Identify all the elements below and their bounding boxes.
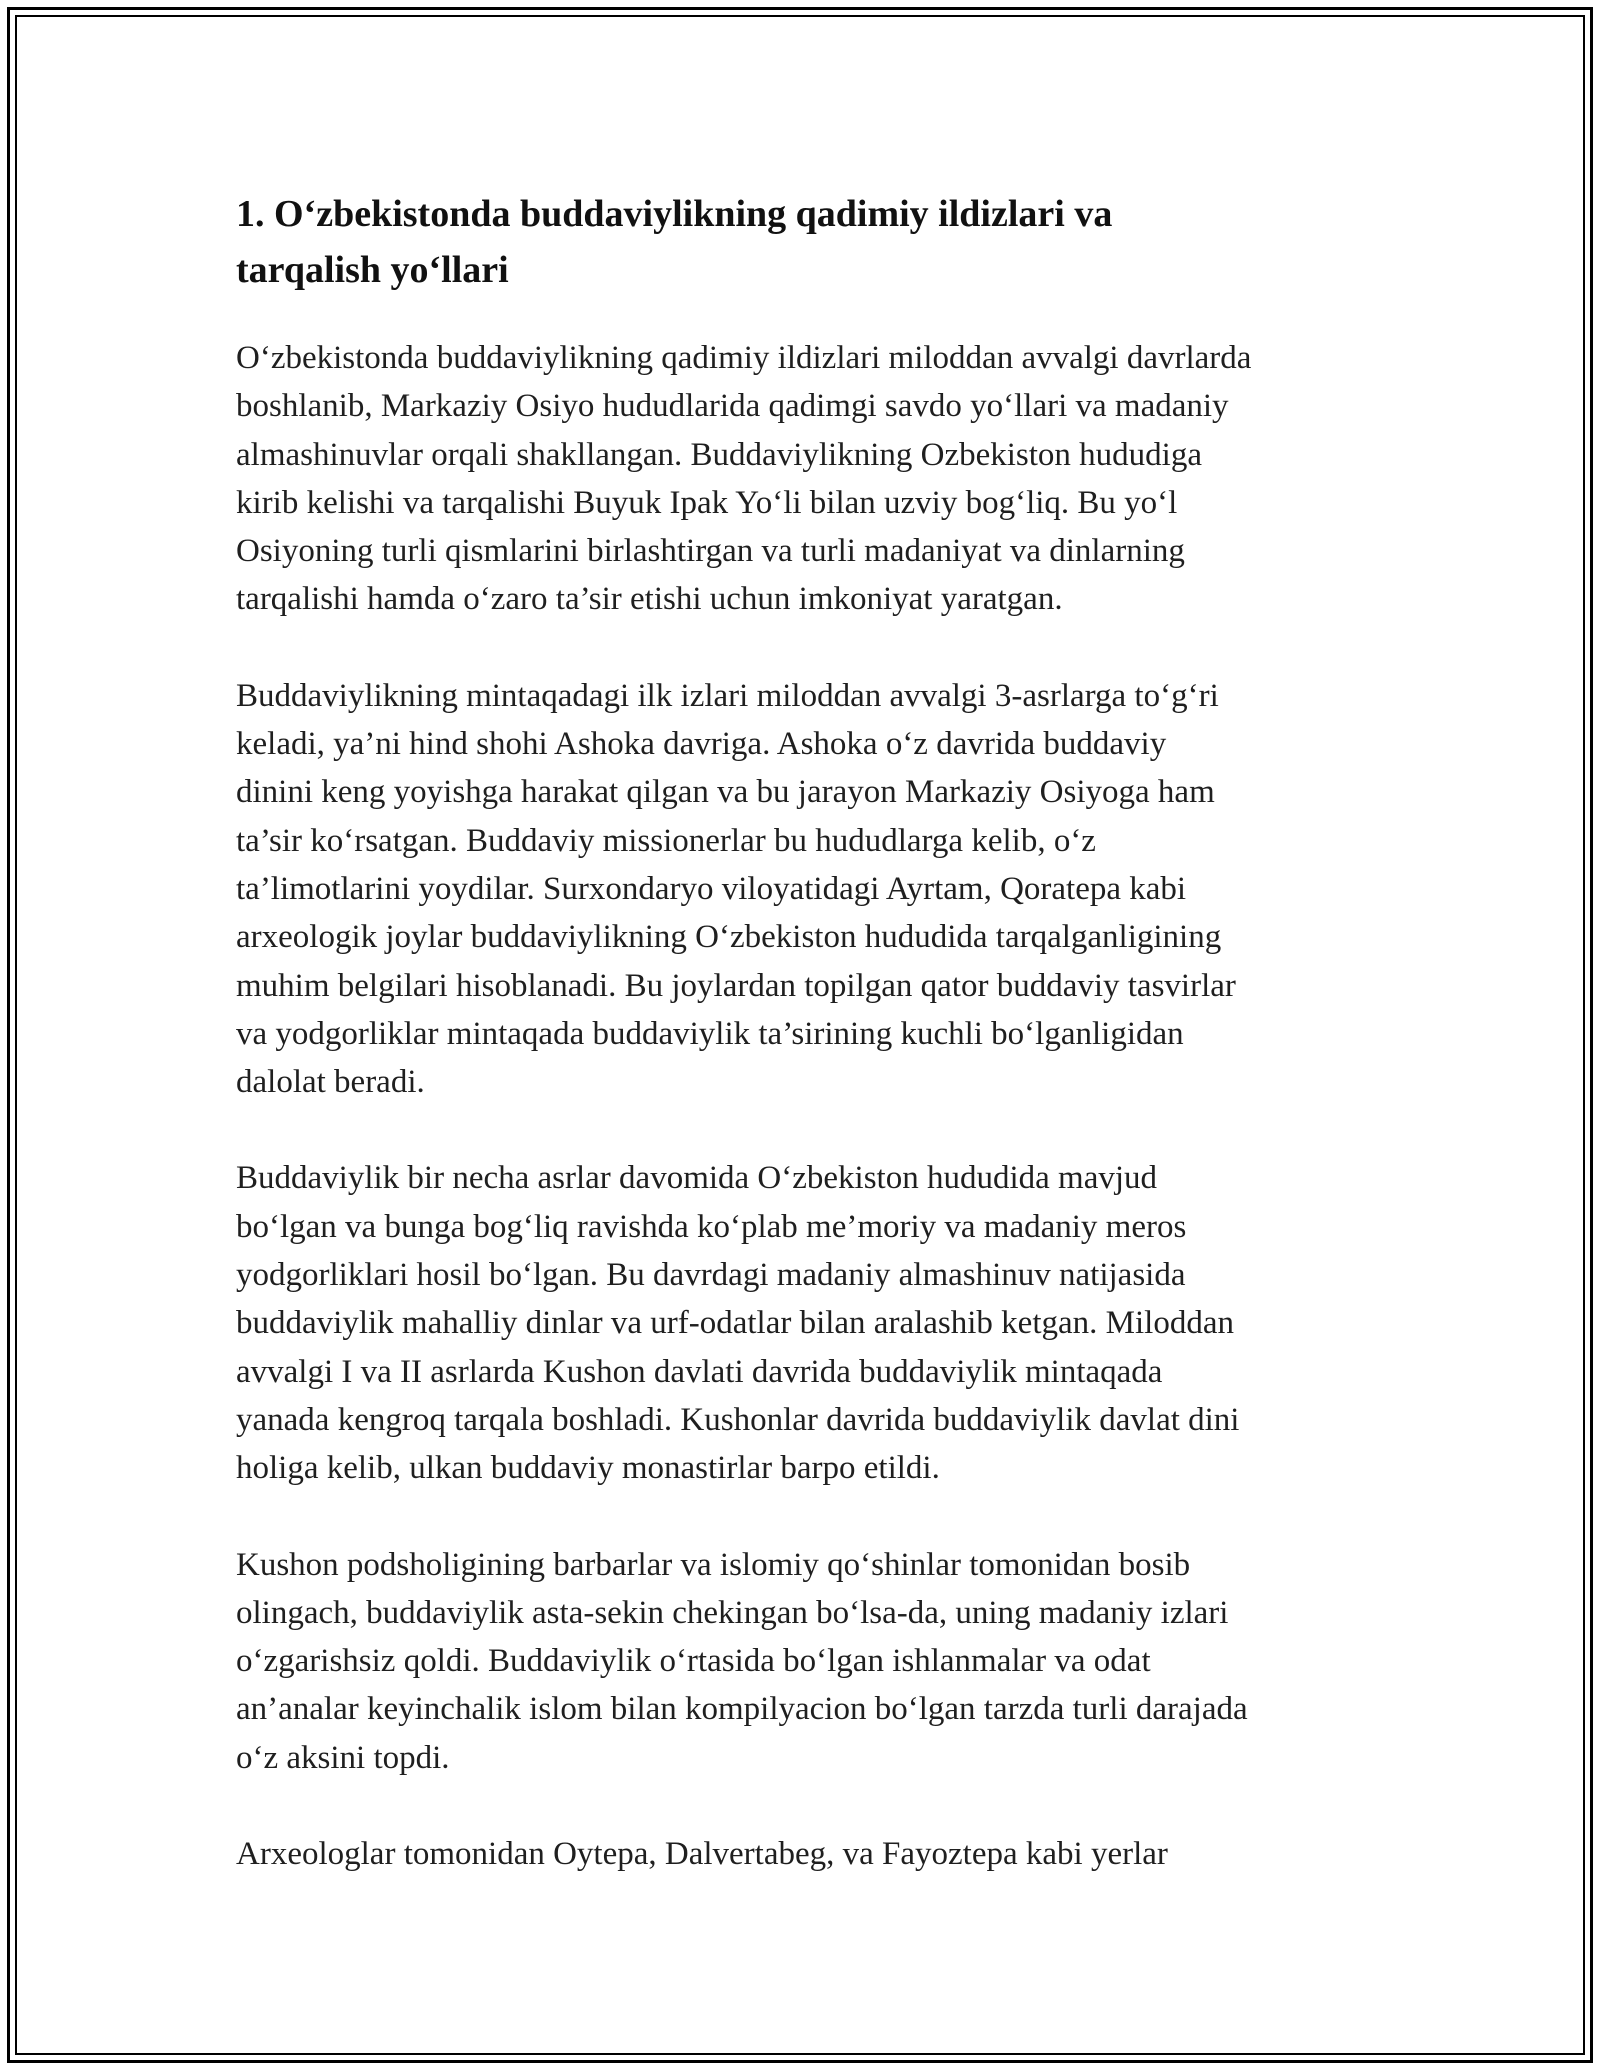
section-heading — [236, 186, 1386, 298]
paragraph-line: Osiyoning turli qismlarini birlashtirgan va turli madaniyat va dinlarning — [236, 533, 1185, 570]
paragraph-line: dalolat beradi. — [236, 1064, 425, 1101]
paragraph-line: kirib kelishi va tarqalishi Buyuk Ipak Yo‘li bilan uzviy bog‘liq. Bu yo‘l — [236, 484, 1178, 521]
paragraph-line: avvalgi I va II asrlarda Kushon davlati davrida buddaviylik mintaqada — [236, 1353, 1163, 1390]
paragraph-line: dinini keng yoyishga harakat qilgan va bu jarayon Markaziy Osiyoga ham — [236, 774, 1215, 811]
paragraph-line: ta’sir ko‘rsatgan. Buddaviy missionerlar bu hududlarga kelib, o‘z — [236, 822, 1096, 859]
paragraph-line: o‘z aksini topdi. — [236, 1739, 450, 1776]
paragraph — [236, 1541, 1386, 1782]
paragraph-line: an’analar keyinchalik islom bilan kompilyacion bo‘lgan tarzda turli darajada — [236, 1691, 1248, 1728]
heading-line: tarqalish yo‘llari — [236, 249, 509, 291]
paragraph-line: o‘zgarishsiz qoldi. Buddaviylik o‘rtasida bo‘lgan ishlanmalar va odat — [236, 1643, 1151, 1680]
paragraph-line: yanada kengroq tarqala boshladi. Kushonlar davrida buddaviylik davlat dini — [236, 1401, 1240, 1438]
paragraph-line: almashinuvlar orqali shakllangan. Buddaviylikning Ozbekiston hududiga — [236, 436, 1202, 473]
paragraph — [236, 1154, 1386, 1492]
paragraph-line: bo‘lgan va bunga bog‘liq ravishda ko‘plab me’moriy va madaniy meros — [236, 1208, 1187, 1245]
paragraph-list — [236, 334, 1386, 1878]
paragraph-line: Arxeologlar tomonidan Oytepa, Dalvertabeg, va Fayoztepa kabi yerlar — [236, 1836, 1168, 1873]
paragraph-line: yodgorliklari hosil bo‘lgan. Bu davrdagi madaniy almashinuv natijasida — [236, 1257, 1186, 1294]
paragraph-line: boshlanib, Markaziy Osiyo hududlarida qadimgi savdo yo‘llari va madaniy — [236, 388, 1229, 425]
document-body — [236, 186, 1386, 1878]
paragraph-line: arxeologik joylar buddaviylikning O‘zbekiston hududida tarqalganligining — [236, 919, 1222, 956]
paragraph-line: olingach, buddaviylik asta-sekin chekingan bo‘lsa-da, uning madaniy izlari — [236, 1594, 1229, 1631]
paragraph-line: keladi, ya’ni hind shohi Ashoka davriga. Ashoka o‘z davrida buddaviy — [236, 726, 1167, 763]
paragraph-line: Buddaviylikning mintaqadagi ilk izlari miloddan avvalgi 3-asrlarga to‘g‘ri — [236, 677, 1219, 714]
paragraph-line: ta’limotlarini yoydilar. Surxondaryo viloyatidagi Ayrtam, Qoratepa kabi — [236, 870, 1187, 907]
paragraph-line: O‘zbekistonda buddaviylikning qadimiy ildizlari miloddan avvalgi davrlarda — [236, 340, 1252, 376]
paragraph-line: buddaviylik mahalliy dinlar va urf-odatlar bilan aralashib ketgan. Miloddan — [236, 1305, 1234, 1342]
paragraph — [236, 672, 1386, 1107]
paragraph-line: tarqalishi hamda o‘zaro ta’sir etishi uchun imkoniyat yaratgan. — [236, 581, 1063, 618]
paragraph-line: Buddaviylik bir necha asrlar davomida O‘zbekiston hududida mavjud — [236, 1160, 1158, 1197]
paragraph-line: holiga kelib, ulkan buddaviy monastirlar barpo etildi. — [236, 1450, 940, 1487]
paragraph-line: Kushon podsholigining barbarlar va islomiy qo‘shinlar tomonidan bosib — [236, 1546, 1191, 1583]
paragraph — [236, 334, 1386, 624]
paragraph-line: muhim belgilari hisoblanadi. Bu joylardan topilgan qator buddaviy tasvirlar — [236, 967, 1236, 1004]
heading-line: 1. O‘zbekistonda buddaviylikning qadimiy ildizlari va — [236, 193, 1113, 235]
paragraph — [236, 1830, 1386, 1878]
paragraph-line: va yodgorliklar mintaqada buddaviylik ta’sirining kuchli bo‘lganligidan — [236, 1015, 1184, 1052]
